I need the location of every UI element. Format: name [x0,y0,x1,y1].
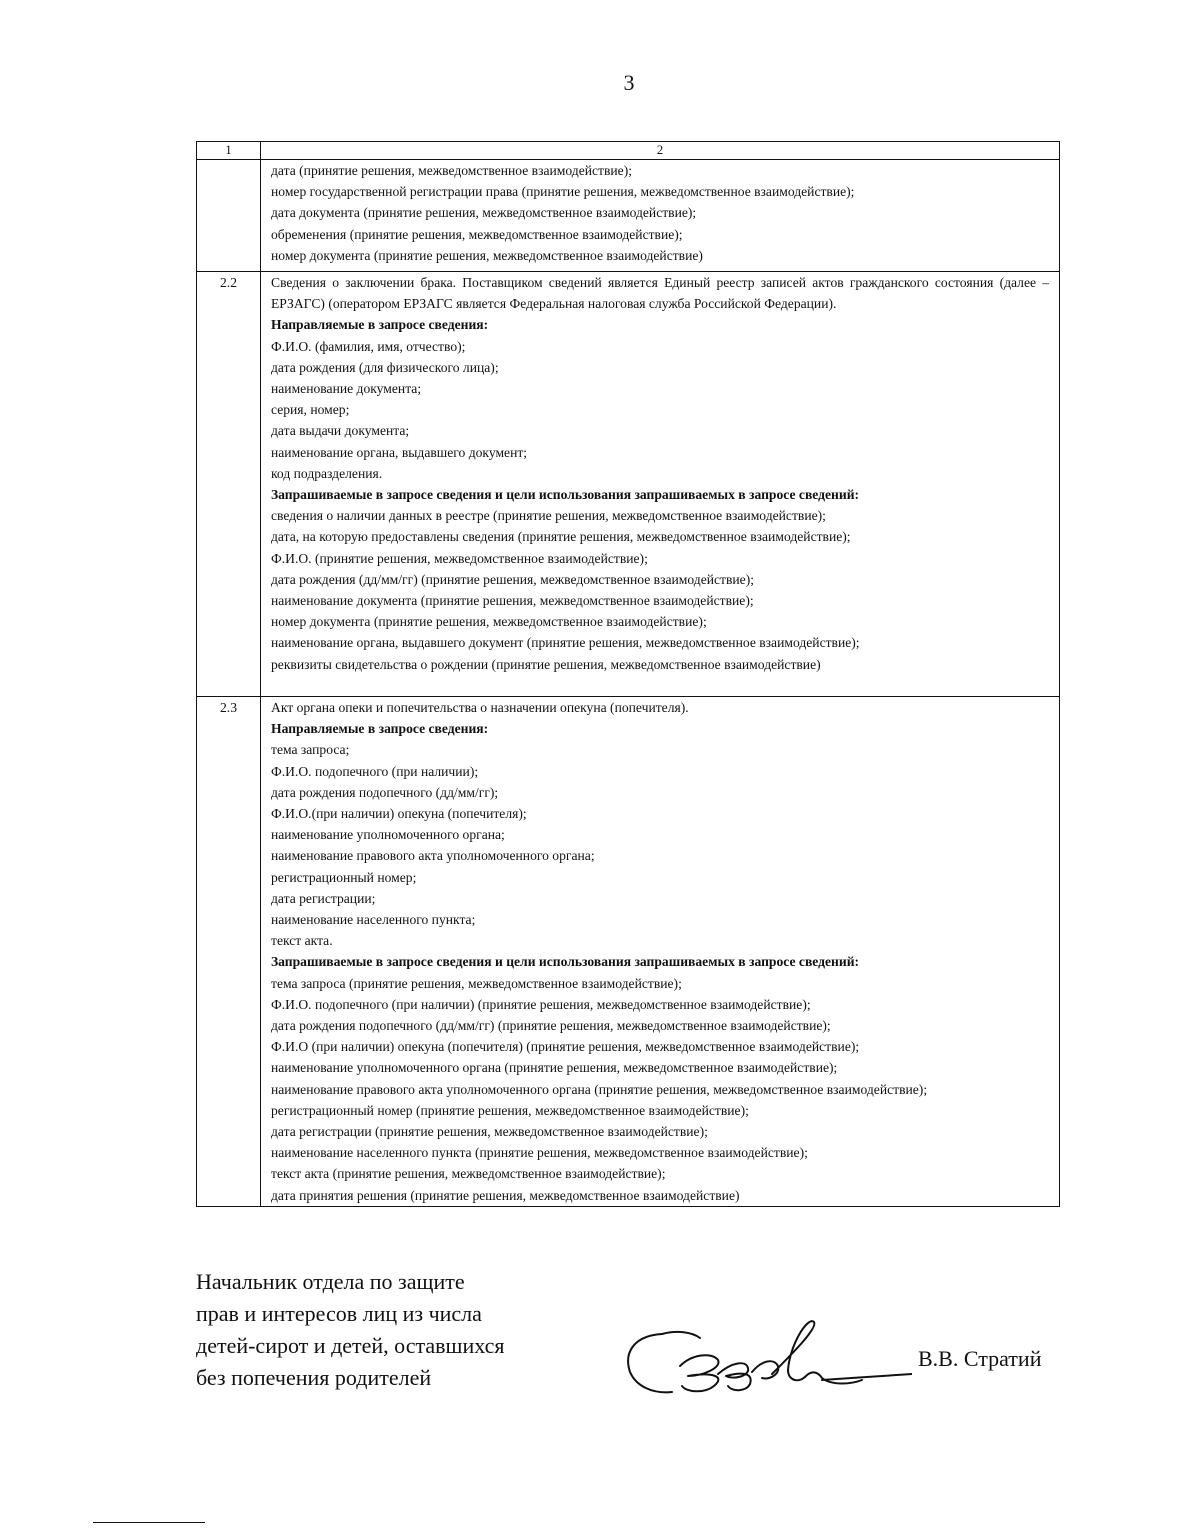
list-item: дата выдачи документа; [271,423,410,439]
list-item: номер государственной регистрации права (принятие решения, межведомственное взаимодействие); [271,184,855,200]
header-col2: 2 [261,142,1060,160]
position-line: без попечения родителей [196,1365,432,1390]
row-intro: Сведения о заключении брака. Поставщиком сведений является Единый реестр записей актов гражданского состояния (далее – ЕРЗАГС) (оператором ЕРЗАГС является Федеральная налоговая служба Российской Федерации). [271,275,1049,312]
table-row [197,697,1060,1207]
position-line: прав и интересов лиц из числа [196,1301,482,1326]
list-item: тема запроса; [271,742,350,758]
list-item: тема запроса (принятие решения, межведомственное взаимодействие); [271,975,682,991]
list-item: дата (принятие решения, межведомственное взаимодействие); [271,163,633,178]
list-item: Ф.И.О. (принятие решения, межведомственное взаимодействие); [271,550,648,566]
list-item: номер документа (принятие решения, межведомственное взаимодействие); [271,614,707,630]
table-row [197,272,1060,697]
req-heading: Запрашиваемые в запросе сведения и цели использования запрашиваемых в запросе сведений: [271,954,860,970]
header-col1: 1 [197,142,261,160]
handwritten-signature [622,1314,912,1414]
row-intro: Акт органа опеки и попечительства о назначении опекуна (попечителя). [271,700,689,715]
signatory-name: В.В. Стратий [918,1346,1042,1371]
table-header-row [197,142,1060,160]
list-item: наименование правового акта уполномоченного органа; [271,848,595,864]
list-item: реквизиты свидетельства о рождении (принятие решения, межведомственное взаимодействие) [271,656,821,672]
list-item: дата документа (принятие решения, межведомственное взаимодействие); [271,205,697,221]
list-item: дата рождения (для физического лица); [271,359,499,375]
sent-heading: Направляемые в запросе сведения: [271,721,489,737]
req-heading: Запрашиваемые в запросе сведения и цели использования запрашиваемых в запросе сведений: [271,487,860,503]
list-item: Ф.И.О.(при наличии) опекуна (попечителя); [271,806,527,822]
list-item: Ф.И.О. подопечного (при наличии) (принятие решения, межведомственное взаимодействие); [271,996,811,1012]
list-item: код подразделения. [271,465,383,481]
requirements-table [196,141,1060,1207]
list-item: дата принятия решения (принятие решения, межведомственное взаимодействие) [271,1187,740,1203]
signatory-position [196,1266,505,1394]
list-item: регистрационный номер (принятие решения, межведомственное взаимодействие); [271,1102,749,1118]
row-number: 2.2 [197,272,261,697]
list-item: дата регистрации; [271,890,376,906]
list-item: наименование уполномоченного органа; [271,827,505,843]
list-item: текст акта (принятие решения, межведомственное взаимодействие); [271,1166,666,1182]
list-item: обременения (принятие решения, межведомственное взаимодействие); [271,226,683,242]
page-number: 3 [623,70,635,95]
list-item: серия, номер; [271,402,350,418]
list-item: дата рождения подопечного (дд/мм/гг); [271,784,499,800]
row-content [261,697,1060,1207]
list-item: дата, на которую предоставлены сведения (принятие решения, межведомственное взаимодействие); [271,529,851,545]
list-item: Ф.И.О. подопечного (при наличии); [271,763,479,779]
row-content [261,272,1060,697]
list-item: наименование документа (принятие решения, межведомственное взаимодействие); [271,593,754,609]
list-item: наименование населенного пункта; [271,912,476,928]
row-number: 2.3 [197,697,261,1207]
list-item: Ф.И.О (при наличии) опекуна (попечителя) (принятие решения, межведомственное взаимодействие); [271,1039,860,1055]
sent-heading: Направляемые в запросе сведения: [271,317,489,333]
list-item: наименование документа; [271,381,422,397]
list-item: наименование уполномоченного органа (принятие решения, межведомственное взаимодействие); [271,1060,838,1076]
row-number [197,160,261,272]
list-item: дата регистрации (принятие решения, межведомственное взаимодействие); [271,1124,708,1140]
list-item: наименование населенного пункта (принятие решения, межведомственное взаимодействие); [271,1145,808,1161]
row-content [261,160,1060,272]
list-item: текст акта. [271,933,333,949]
list-item: Ф.И.О. (фамилия, имя, отчество); [271,338,466,354]
list-item: дата рождения (дд/мм/гг) (принятие решения, межведомственное взаимодействие); [271,571,755,587]
list-item: регистрационный номер; [271,869,417,885]
list-item: сведения о наличии данных в реестре (принятие решения, межведомственное взаимодействие); [271,508,826,524]
footnote-divider [93,1522,205,1523]
list-item: дата рождения подопечного (дд/мм/гг) (принятие решения, межведомственное взаимодействие); [271,1018,831,1034]
list-item: номер документа (принятие решения, межведомственное взаимодействие) [271,247,703,263]
position-line: Начальник отдела по защите [196,1269,465,1294]
list-item: наименование органа, выдавшего документ; [271,444,528,460]
list-item: наименование органа, выдавшего документ (принятие решения, межведомственное взаимодействие); [271,635,860,651]
position-line: детей-сирот и детей, оставшихся [196,1333,505,1358]
table-row [197,160,1060,272]
list-item: наименование правового акта уполномоченного органа (принятие решения, межведомственное взаимодействие); [271,1081,928,1097]
